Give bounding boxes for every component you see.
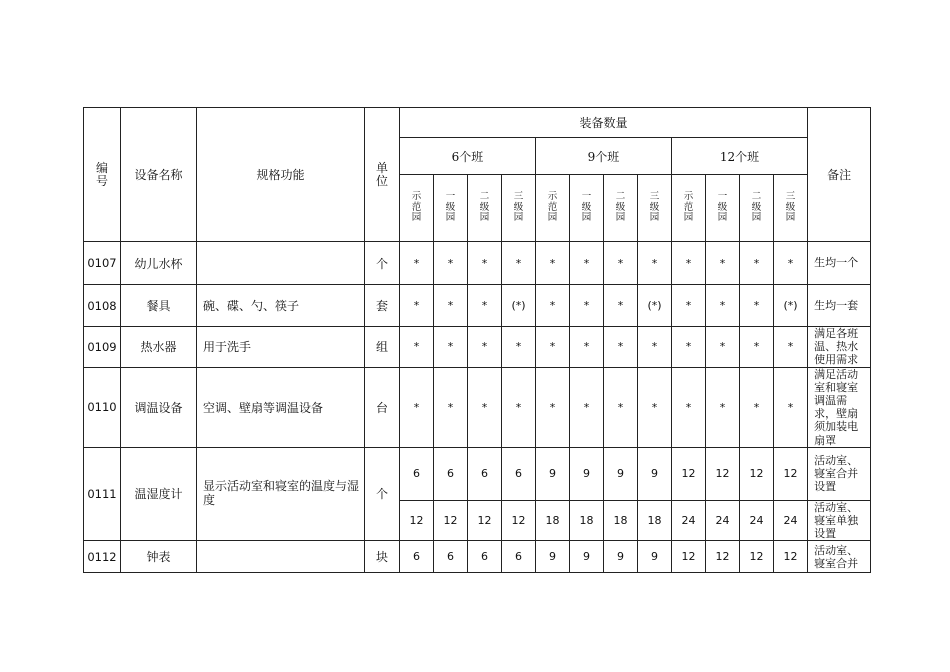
qty-cell: * — [672, 285, 706, 327]
qty-cell: * — [468, 327, 502, 368]
item-remark: 生均一套 — [808, 285, 871, 327]
qty-cell: * — [400, 367, 434, 447]
item-code: 0111 — [84, 447, 121, 541]
item-spec: 空调、壁扇等调温设备 — [197, 367, 365, 447]
qty-cell: * — [434, 327, 468, 368]
level-second: 二级园 — [468, 175, 502, 242]
item-name: 幼儿水杯 — [121, 242, 197, 285]
qty-cell: 18 — [604, 500, 638, 541]
item-spec — [197, 242, 365, 285]
item-unit: 个 — [365, 242, 400, 285]
qty-cell: * — [604, 327, 638, 368]
qty-cell: 18 — [570, 500, 604, 541]
qty-cell: * — [570, 327, 604, 368]
group-6-classes: 6个班 — [400, 138, 536, 175]
qty-cell: * — [434, 285, 468, 327]
item-remark: 活动室、寝室单独设置 — [808, 500, 871, 541]
qty-cell: * — [706, 327, 740, 368]
qty-cell: * — [672, 242, 706, 285]
qty-cell: 12 — [706, 447, 740, 500]
qty-cell: 24 — [774, 500, 808, 541]
group-9-classes: 9个班 — [536, 138, 672, 175]
item-remark: 活动室、寝室合并设置 — [808, 447, 871, 500]
qty-cell: 9 — [536, 541, 570, 573]
qty-cell: 9 — [604, 447, 638, 500]
qty-cell: 6 — [468, 541, 502, 573]
item-unit: 套 — [365, 285, 400, 327]
qty-cell: 9 — [570, 541, 604, 573]
qty-cell: * — [570, 242, 604, 285]
item-remark: 满足各班温、热水使用需求 — [808, 327, 871, 368]
qty-cell: * — [706, 367, 740, 447]
qty-cell: * — [604, 285, 638, 327]
qty-cell: 12 — [468, 500, 502, 541]
qty-cell: 12 — [774, 447, 808, 500]
level-third: 三级园 — [774, 175, 808, 242]
item-name: 餐具 — [121, 285, 197, 327]
item-remark: 满足活动室和寝室调温需求，壁扇须加装电扇罩 — [808, 367, 871, 447]
qty-cell: 24 — [672, 500, 706, 541]
qty-cell: * — [434, 242, 468, 285]
qty-cell: 6 — [400, 541, 434, 573]
item-name: 热水器 — [121, 327, 197, 368]
item-unit: 组 — [365, 327, 400, 368]
table-row — [84, 327, 871, 368]
item-spec — [197, 541, 365, 573]
qty-cell: 9 — [604, 541, 638, 573]
qty-cell: 9 — [638, 447, 672, 500]
level-first: 一级园 — [434, 175, 468, 242]
qty-cell: 6 — [468, 447, 502, 500]
qty-cell: 6 — [434, 447, 468, 500]
qty-cell: 9 — [638, 541, 672, 573]
qty-cell: * — [536, 327, 570, 368]
qty-cell: 12 — [400, 500, 434, 541]
item-remark: 活动室、寝室合并 — [808, 541, 871, 573]
qty-cell: * — [774, 242, 808, 285]
level-first: 一级园 — [706, 175, 740, 242]
qty-cell: 12 — [740, 541, 774, 573]
group-12-classes: 12个班 — [672, 138, 808, 175]
qty-cell: 6 — [434, 541, 468, 573]
level-model: 示范园 — [536, 175, 570, 242]
header-remark: 备注 — [808, 108, 871, 242]
qty-cell: * — [604, 367, 638, 447]
qty-cell: * — [536, 242, 570, 285]
level-first: 一级园 — [570, 175, 604, 242]
table-row — [84, 242, 871, 285]
qty-cell: * — [536, 367, 570, 447]
qty-cell: * — [740, 327, 774, 368]
qty-cell: 12 — [706, 541, 740, 573]
table-row — [84, 285, 871, 327]
item-code: 0108 — [84, 285, 121, 327]
item-unit: 台 — [365, 367, 400, 447]
item-spec: 碗、碟、勺、筷子 — [197, 285, 365, 327]
item-remark: 生均一个 — [808, 242, 871, 285]
item-name: 温湿度计 — [121, 447, 197, 541]
qty-cell: 6 — [502, 447, 536, 500]
qty-cell: 12 — [774, 541, 808, 573]
qty-cell: * — [706, 242, 740, 285]
qty-cell: 6 — [400, 447, 434, 500]
level-model: 示范园 — [400, 175, 434, 242]
qty-cell: 12 — [502, 500, 536, 541]
table-row — [84, 367, 871, 447]
item-code: 0110 — [84, 367, 121, 447]
item-name: 调温设备 — [121, 367, 197, 447]
item-name: 钟表 — [121, 541, 197, 573]
header-unit: 单位 — [365, 108, 400, 242]
qty-cell: 12 — [740, 447, 774, 500]
item-code: 0112 — [84, 541, 121, 573]
qty-cell: * — [468, 285, 502, 327]
qty-cell: * — [400, 242, 434, 285]
level-third: 三级园 — [502, 175, 536, 242]
item-unit: 个 — [365, 447, 400, 541]
qty-cell: * — [570, 285, 604, 327]
qty-cell: * — [706, 285, 740, 327]
qty-cell: * — [570, 367, 604, 447]
qty-cell: * — [638, 242, 672, 285]
qty-cell: (*) — [502, 285, 536, 327]
table-row — [84, 447, 871, 500]
qty-cell: * — [638, 367, 672, 447]
qty-cell: * — [400, 285, 434, 327]
qty-cell: (*) — [638, 285, 672, 327]
item-unit: 块 — [365, 541, 400, 573]
item-code: 0107 — [84, 242, 121, 285]
qty-cell: 12 — [672, 447, 706, 500]
qty-cell: * — [740, 367, 774, 447]
qty-cell: 18 — [638, 500, 672, 541]
qty-cell: 9 — [570, 447, 604, 500]
equipment-table — [83, 107, 871, 573]
qty-cell: 24 — [740, 500, 774, 541]
qty-cell: 24 — [706, 500, 740, 541]
qty-cell: * — [638, 327, 672, 368]
qty-cell: * — [502, 327, 536, 368]
item-code: 0109 — [84, 327, 121, 368]
header-spec: 规格功能 — [197, 108, 365, 242]
qty-cell: * — [672, 367, 706, 447]
qty-cell: * — [672, 327, 706, 368]
qty-cell: * — [468, 367, 502, 447]
qty-cell: * — [536, 285, 570, 327]
qty-cell: * — [468, 242, 502, 285]
level-third: 三级园 — [638, 175, 672, 242]
header-name: 设备名称 — [121, 108, 197, 242]
qty-cell: * — [502, 367, 536, 447]
level-model: 示范园 — [672, 175, 706, 242]
qty-cell: 12 — [434, 500, 468, 541]
qty-cell: * — [400, 327, 434, 368]
qty-cell: 18 — [536, 500, 570, 541]
level-second: 二级园 — [604, 175, 638, 242]
qty-cell: * — [604, 242, 638, 285]
qty-cell: * — [502, 242, 536, 285]
table-row — [84, 541, 871, 573]
item-spec: 显示活动室和寝室的温度与湿度 — [197, 447, 365, 541]
qty-cell: * — [434, 367, 468, 447]
qty-cell: * — [774, 367, 808, 447]
qty-cell: * — [740, 285, 774, 327]
level-second: 二级园 — [740, 175, 774, 242]
item-spec: 用于洗手 — [197, 327, 365, 368]
qty-cell: * — [774, 327, 808, 368]
qty-cell: 6 — [502, 541, 536, 573]
qty-cell: (*) — [774, 285, 808, 327]
header-quantity: 装备数量 — [400, 108, 808, 138]
qty-cell: 12 — [672, 541, 706, 573]
qty-cell: * — [740, 242, 774, 285]
header-no: 编号 — [84, 108, 121, 242]
qty-cell: 9 — [536, 447, 570, 500]
